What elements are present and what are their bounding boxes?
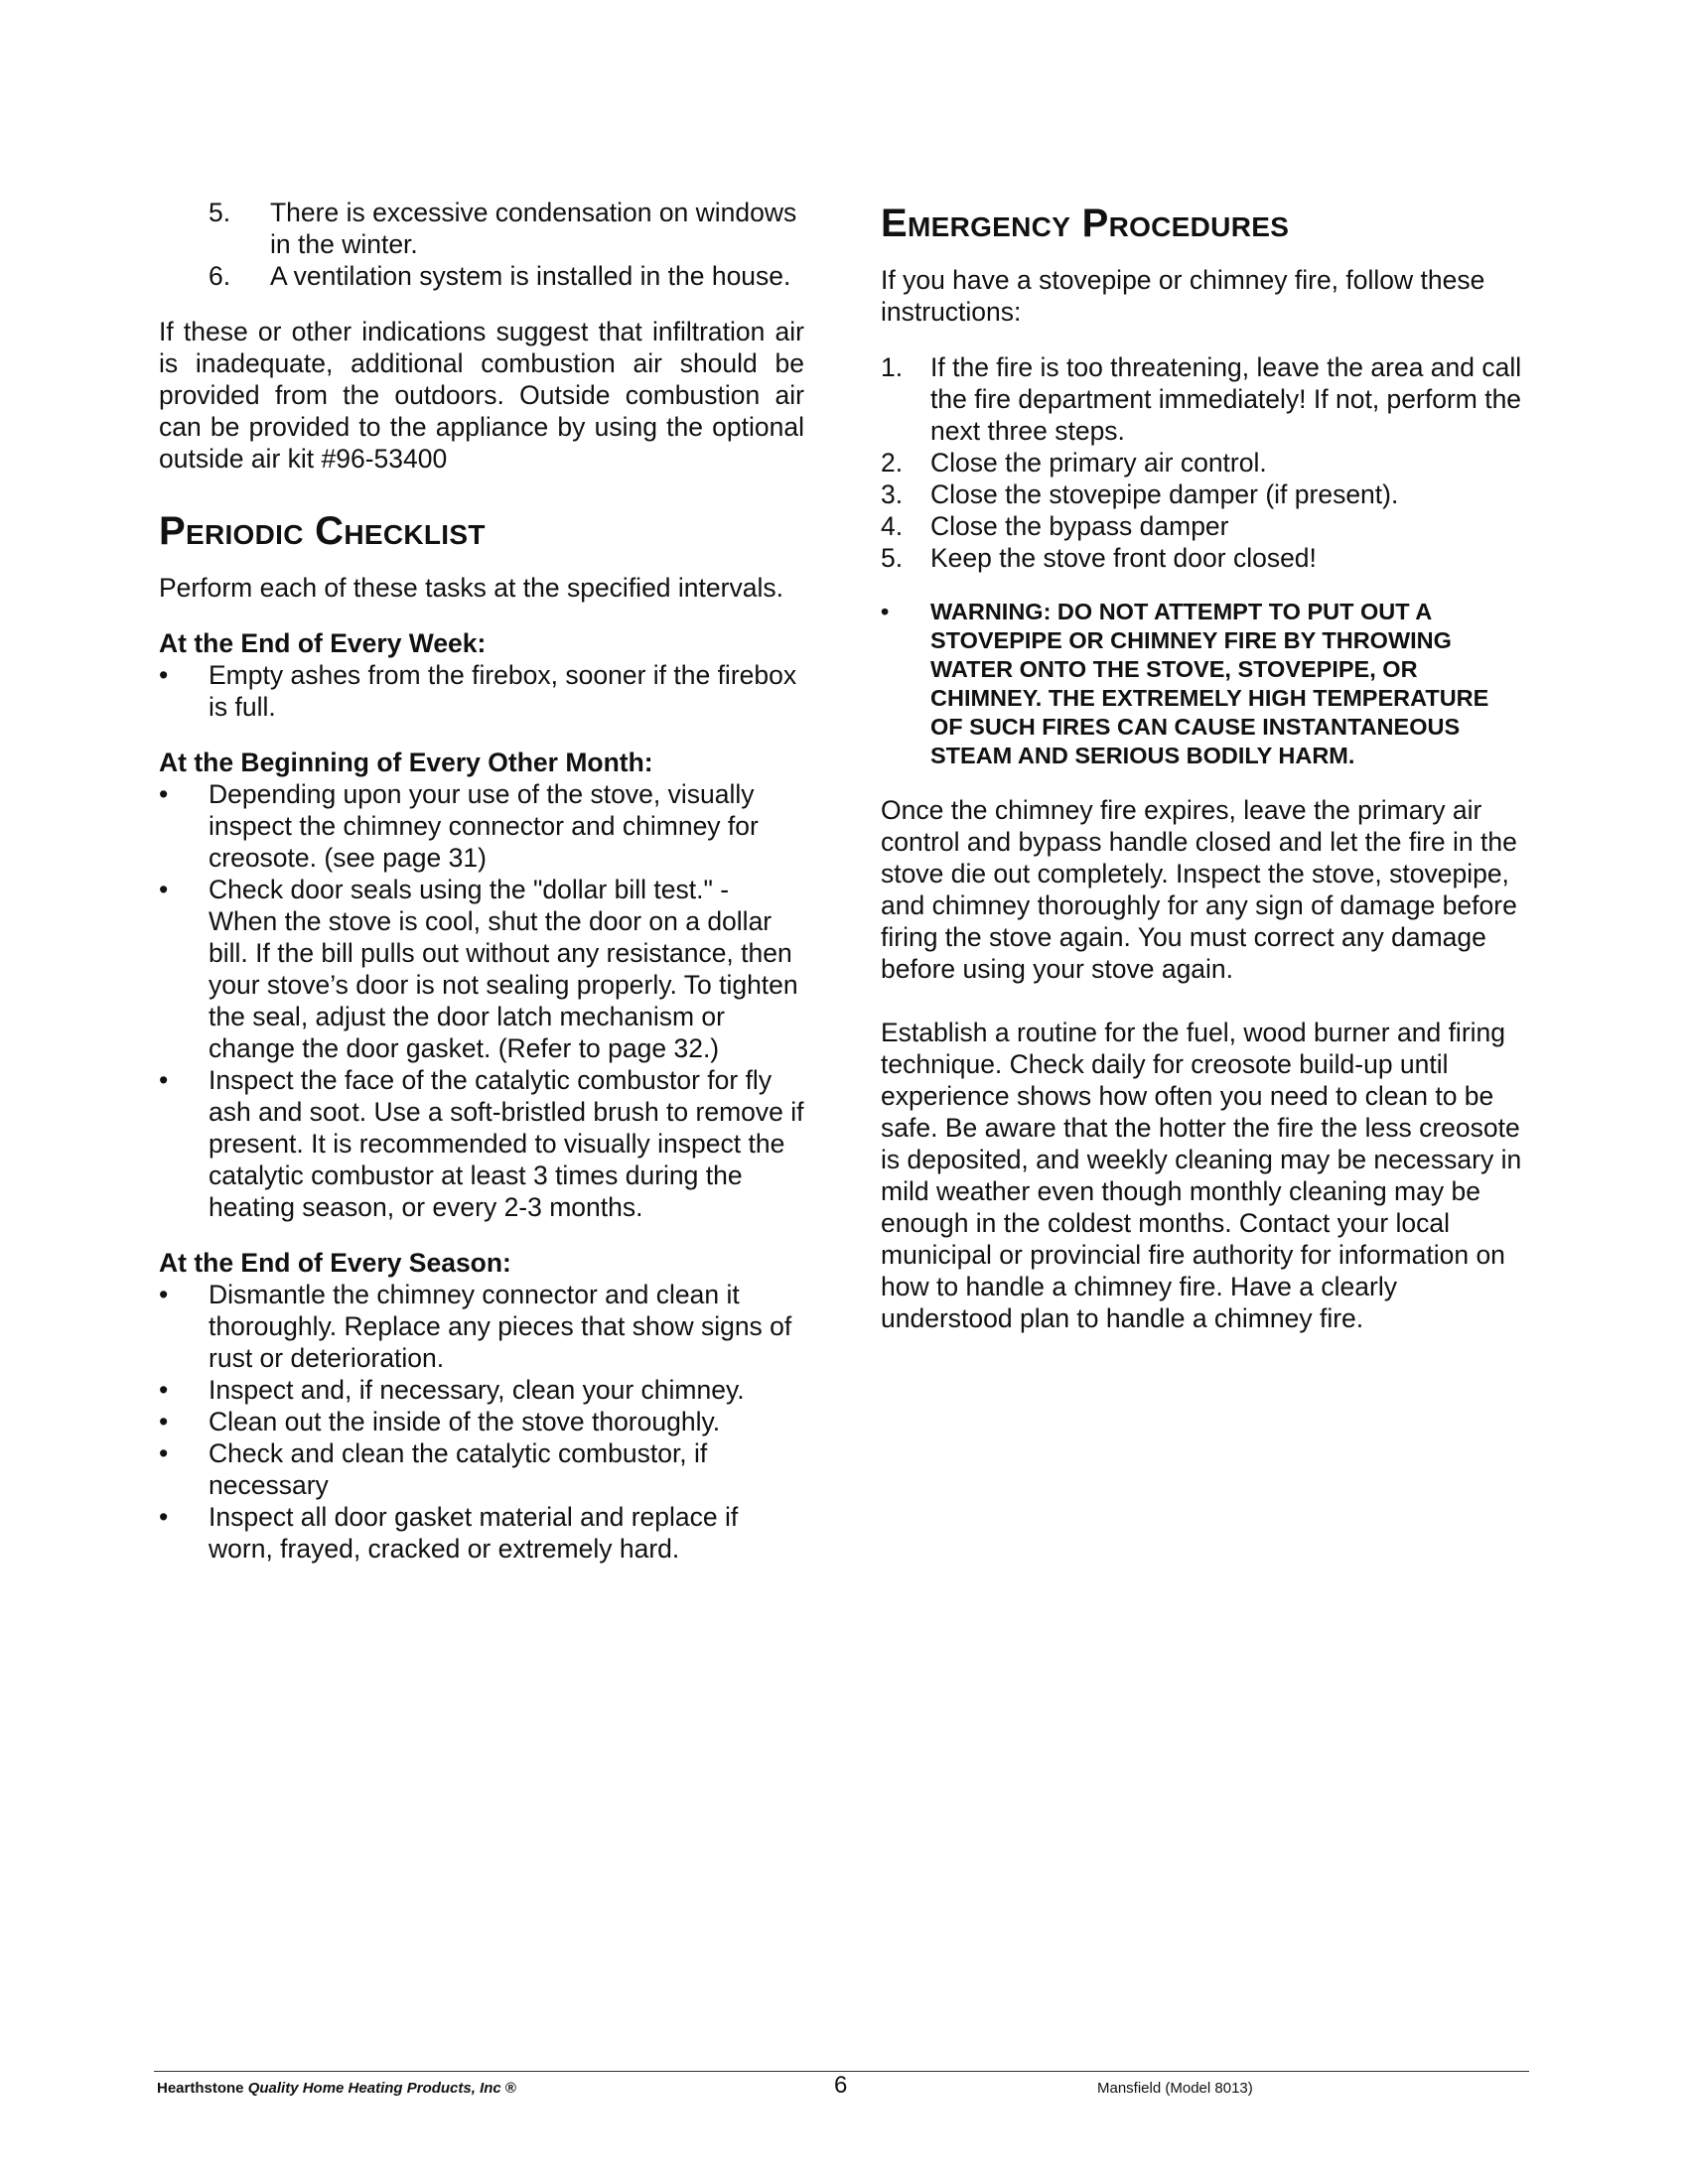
warning-list: [881, 598, 1526, 770]
list-item: [881, 510, 1526, 542]
season-list: [159, 1279, 804, 1565]
bullet-icon: •: [159, 1375, 169, 1405]
list-item: [159, 778, 804, 874]
step-number: 3.: [881, 479, 904, 509]
list-item: [881, 447, 1526, 478]
emergency-intro: If you have a stovepipe or chimney fire, follow these instructions:: [881, 265, 1485, 327]
list-item-text: Dismantle the chimney connector and clean it thoroughly. Replace any pieces that show signs of rust or deterioration.: [209, 1280, 792, 1373]
bullet-icon: •: [159, 1438, 169, 1468]
after-fire-paragraph: Once the chimney fire expires, leave the primary air control and bypass handle closed and let the fire in the stove die out completely. Inspect the stove, stovepipe, and chimney thoroughly for any sign of damage before firing the stove again. You must correct any damage before using your stove again.: [881, 795, 1517, 984]
list-item: [881, 478, 1526, 510]
list-item-text: Close the stovepipe damper (if present).: [930, 479, 1399, 509]
list-item-text: Inspect and, if necessary, clean your chimney.: [209, 1375, 745, 1405]
list-item: [159, 874, 804, 1064]
bullet-icon: •: [159, 1502, 169, 1532]
list-item: [159, 1501, 804, 1565]
list-item-text: Clean out the inside of the stove thoroughly.: [209, 1407, 721, 1436]
list-number: 5.: [209, 198, 231, 227]
checklist-intro: Perform each of these tasks at the specified intervals.: [159, 573, 783, 603]
footer-company: [157, 2080, 516, 2097]
list-item: [159, 197, 804, 260]
step-number: 5.: [881, 543, 904, 573]
list-item: [881, 351, 1526, 447]
step-number: 4.: [881, 511, 904, 541]
list-item-text: Close the bypass damper: [930, 511, 1229, 541]
checklist-heading: Periodic Checklist: [159, 509, 486, 553]
left-column: [159, 197, 804, 1588]
list-item-text: Keep the stove front door closed!: [930, 543, 1317, 573]
list-item-text: Check and clean the catalytic combustor, if necessary: [209, 1438, 708, 1500]
indications-list: [159, 197, 804, 292]
list-item-text: Check door seals using the "dollar bill test." - When the stove is cool, shut the door on a dollar bill. If the bill pulls out without any resistance, then your stove’s door is not sealing properly. To tighten the seal, adjust the door latch mechanism or change the door gasket. (Refer to page 32.): [209, 875, 798, 1063]
list-item-text: Empty ashes from the firebox, sooner if the firebox is full.: [209, 660, 797, 722]
emergency-steps: [881, 351, 1526, 574]
step-number: 2.: [881, 448, 904, 478]
list-item-text: Inspect all door gasket material and replace if worn, frayed, cracked or extremely hard.: [209, 1502, 739, 1564]
month-list: [159, 778, 804, 1223]
right-column: [881, 197, 1526, 1358]
infiltration-paragraph: If these or other indications suggest that infiltration air is inadequate, additional combustion air should be provided from the outdoors. Outside combustion air can be provided to the appliance by using the optional outside air kit #96-53400: [159, 317, 804, 474]
page-footer: [154, 2071, 1529, 2102]
list-item: [159, 1279, 804, 1374]
registered-mark-icon: ®: [504, 2080, 516, 2097]
bullet-icon: •: [159, 1065, 169, 1095]
list-item: [159, 659, 804, 723]
routine-paragraph: Establish a routine for the fuel, wood burner and firing technique. Check daily for creosote build-up until experience shows how often you need to clean to be safe. Be aware that the hotter the fire the less creosote is deposited, and weekly cleaning may be necessary in mild weather even though monthly cleaning may be enough in the coldest months. Contact your local municipal or provincial fire authority for information on how to handle a chimney fire. Have a clearly understood plan to handle a chimney fire.: [881, 1018, 1522, 1333]
page-number: 6: [834, 2072, 848, 2099]
list-item-text: If the fire is too threatening, leave the area and call the fire department immediately! If not, perform the next three steps.: [930, 352, 1522, 446]
week-heading: At the End of Every Week:: [159, 628, 487, 658]
list-item-text: A ventilation system is installed in the house.: [270, 261, 791, 291]
warning-text: WARNING: DO NOT ATTEMPT TO PUT OUT A STOVEPIPE OR CHIMNEY FIRE BY THROWING WATER ONTO THE STOVE, STOVEPIPE, OR CHIMNEY. THE EXTREMELY HIGH TEMPERATURE OF SUCH FIRES CAN CAUSE INSTANTANEOUS STEAM AND SERIOUS BODILY HARM.: [930, 599, 1489, 768]
bullet-icon: •: [881, 599, 890, 624]
bullet-icon: •: [159, 779, 169, 809]
list-item: [881, 542, 1526, 574]
list-item: [159, 1374, 804, 1406]
bullet-icon: •: [159, 660, 169, 690]
week-list: [159, 659, 804, 723]
list-item-text: Inspect the face of the catalytic combustor for fly ash and soot. Use a soft-bristled brush to remove if present. It is recommended to visually inspect the catalytic combustor at least 3 times during the heating season, or every 2-3 months.: [209, 1065, 804, 1222]
season-heading: At the End of Every Season:: [159, 1248, 511, 1278]
footer-company-name: Hearthstone: [157, 2080, 244, 2097]
bullet-icon: •: [159, 1407, 169, 1436]
bullet-icon: •: [159, 875, 169, 904]
month-heading: At the Beginning of Every Other Month:: [159, 748, 653, 777]
warning-item: [881, 598, 1526, 770]
list-item: [159, 1406, 804, 1437]
list-item-text: Depending upon your use of the stove, visually inspect the chimney connector and chimney for creosote. (see page 31): [209, 779, 759, 873]
footer-model: Mansfield (Model 8013): [1097, 2080, 1253, 2097]
list-item-text: There is excessive condensation on windows in the winter.: [270, 198, 797, 259]
list-number: 6.: [209, 261, 231, 291]
bullet-icon: •: [159, 1280, 169, 1309]
list-item-text: Close the primary air control.: [930, 448, 1267, 478]
list-item: [159, 260, 804, 292]
emergency-heading: Emergency Procedures: [881, 202, 1290, 245]
list-item: [159, 1437, 804, 1501]
step-number: 1.: [881, 352, 904, 382]
list-item: [159, 1064, 804, 1223]
footer-tagline: Quality Home Heating Products, Inc: [247, 2080, 501, 2097]
